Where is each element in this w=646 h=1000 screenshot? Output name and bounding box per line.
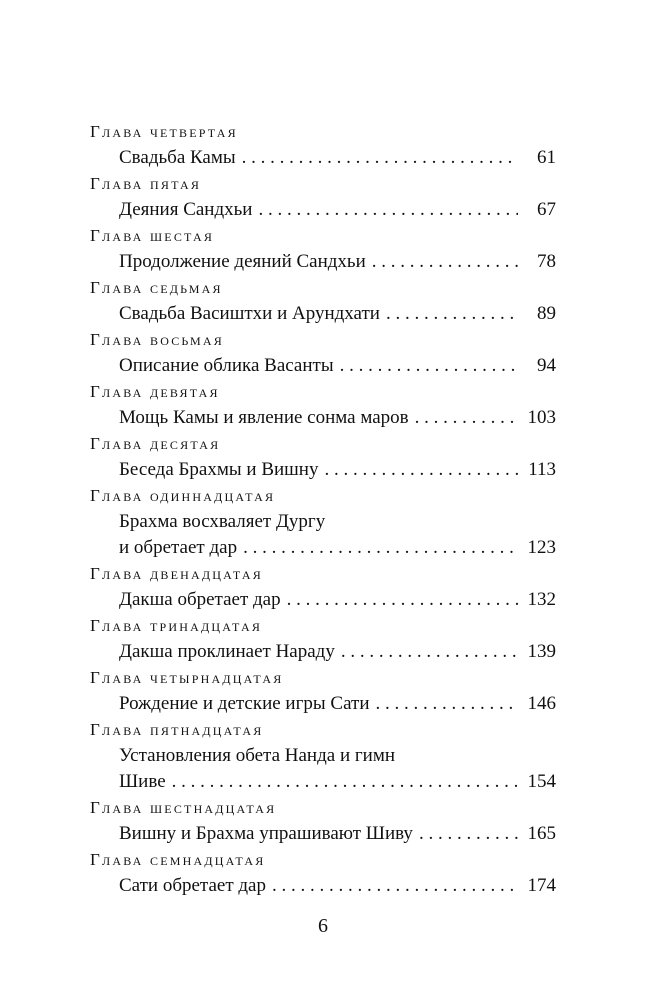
dot-leader bbox=[419, 821, 518, 847]
toc-chapter bbox=[90, 223, 556, 275]
page-number: 6 bbox=[318, 915, 328, 937]
entry-title: Шиве bbox=[119, 771, 166, 792]
toc-chapter bbox=[90, 275, 556, 327]
dot-leader bbox=[272, 873, 518, 899]
entry-line bbox=[119, 405, 556, 431]
entry-line bbox=[119, 249, 556, 275]
chapter-heading: Глава семнадцатая bbox=[90, 850, 266, 869]
chapter-heading: Глава двенадцатая bbox=[90, 564, 263, 583]
chapter-heading: Глава пятнадцатая bbox=[90, 720, 264, 739]
entry-line bbox=[119, 353, 556, 379]
toc-chapter bbox=[90, 613, 556, 665]
entry-title: Дакша обретает дар bbox=[119, 589, 281, 610]
entry-page-number: 174 bbox=[527, 875, 556, 896]
entry-page-number: 61 bbox=[537, 147, 556, 168]
entry-title: Свадьба Камы bbox=[119, 147, 236, 168]
toc-entry bbox=[119, 639, 556, 665]
toc-entry bbox=[119, 405, 556, 431]
entry-page-number: 94 bbox=[537, 355, 556, 376]
entry-page-number: 113 bbox=[528, 459, 556, 480]
toc-chapter bbox=[90, 379, 556, 431]
toc-chapter bbox=[90, 119, 556, 171]
entry-page-number: 78 bbox=[537, 251, 556, 272]
dot-leader bbox=[172, 769, 518, 795]
entry-title: Дакша проклинает Нараду bbox=[119, 641, 335, 662]
chapter-heading: Глава четырнадцатая bbox=[90, 668, 284, 687]
chapter-heading: Глава одиннадцатая bbox=[90, 486, 276, 505]
dot-leader bbox=[340, 353, 518, 379]
chapter-heading: Глава тринадцатая bbox=[90, 616, 263, 635]
dot-leader bbox=[243, 535, 518, 561]
chapter-heading: Глава десятая bbox=[90, 434, 221, 453]
entry-title-text: Брахма восхваляет Дургу bbox=[119, 511, 326, 532]
toc-chapter bbox=[90, 483, 556, 561]
toc-entry bbox=[119, 587, 556, 613]
toc-entry bbox=[119, 821, 556, 847]
entry-title-text: Установления обета Нанда и гимн bbox=[119, 745, 396, 766]
entry-page-number: 103 bbox=[527, 407, 556, 428]
toc-entry bbox=[119, 197, 556, 223]
dot-leader bbox=[242, 145, 518, 171]
entry-page-number: 89 bbox=[537, 303, 556, 324]
toc-entry bbox=[119, 509, 556, 561]
entry-title: Продолжение деяний Сандхьи bbox=[119, 251, 366, 272]
entry-title: Рождение и детские игры Сати bbox=[119, 693, 370, 714]
toc-chapter bbox=[90, 327, 556, 379]
toc-chapter bbox=[90, 795, 556, 847]
entry-title: Сати обретает дар bbox=[119, 875, 266, 896]
toc-entry bbox=[119, 457, 556, 483]
entry-page-number: 132 bbox=[527, 589, 556, 610]
chapter-heading: Глава шестая bbox=[90, 226, 215, 245]
chapter-heading: Глава пятая bbox=[90, 174, 202, 193]
entry-page-number: 154 bbox=[527, 771, 556, 792]
dot-leader bbox=[415, 405, 518, 431]
entry-title: Свадьба Васиштхи и Арундхати bbox=[119, 303, 380, 324]
dot-leader bbox=[372, 249, 518, 275]
chapter-heading: Глава шестнадцатая bbox=[90, 798, 277, 817]
entry-line bbox=[119, 639, 556, 665]
entry-line bbox=[119, 197, 556, 223]
entry-line bbox=[119, 301, 556, 327]
entry-title: Беседа Брахмы и Вишну bbox=[119, 459, 319, 480]
toc-entry bbox=[119, 249, 556, 275]
entry-line bbox=[119, 821, 556, 847]
chapter-heading: Глава седьмая bbox=[90, 278, 223, 297]
entry-line bbox=[119, 587, 556, 613]
dot-leader bbox=[386, 301, 518, 327]
entry-line bbox=[119, 535, 556, 561]
dot-leader bbox=[324, 457, 518, 483]
entry-line bbox=[119, 769, 556, 795]
chapter-heading: Глава восьмая bbox=[90, 330, 224, 349]
entry-page-number: 139 bbox=[527, 641, 556, 662]
entry-title-line bbox=[119, 743, 556, 769]
chapter-heading: Глава четвертая bbox=[90, 122, 238, 141]
toc-entry bbox=[119, 353, 556, 379]
entry-title: Описание облика Васанты bbox=[119, 355, 334, 376]
entry-title-line bbox=[119, 509, 556, 535]
toc-chapter bbox=[90, 717, 556, 795]
dot-leader bbox=[287, 587, 518, 613]
toc-entry bbox=[119, 691, 556, 717]
entry-title: Вишну и Брахма упрашивают Шиву bbox=[119, 823, 413, 844]
entry-title: Деяния Сандхьи bbox=[119, 199, 253, 220]
entry-title: Мощь Камы и явление сонма маров bbox=[119, 407, 409, 428]
entry-line bbox=[119, 691, 556, 717]
toc-entry bbox=[119, 873, 556, 899]
dot-leader bbox=[376, 691, 519, 717]
toc-chapter bbox=[90, 431, 556, 483]
toc-chapter bbox=[90, 561, 556, 613]
entry-line bbox=[119, 873, 556, 899]
toc-chapter bbox=[90, 847, 556, 899]
dot-leader bbox=[341, 639, 518, 665]
entry-page-number: 67 bbox=[537, 199, 556, 220]
entry-line bbox=[119, 145, 556, 171]
entry-title: и обретает дар bbox=[119, 537, 238, 558]
toc-chapter bbox=[90, 665, 556, 717]
table-of-contents bbox=[90, 119, 556, 899]
entry-page-number: 146 bbox=[527, 693, 556, 714]
chapter-heading: Глава девятая bbox=[90, 382, 220, 401]
entry-page-number: 123 bbox=[527, 537, 556, 558]
toc-entry bbox=[119, 743, 556, 795]
entry-line bbox=[119, 457, 556, 483]
toc-entry bbox=[119, 301, 556, 327]
toc-entry bbox=[119, 145, 556, 171]
entry-page-number: 165 bbox=[527, 823, 556, 844]
toc-chapter bbox=[90, 171, 556, 223]
dot-leader bbox=[258, 197, 518, 223]
